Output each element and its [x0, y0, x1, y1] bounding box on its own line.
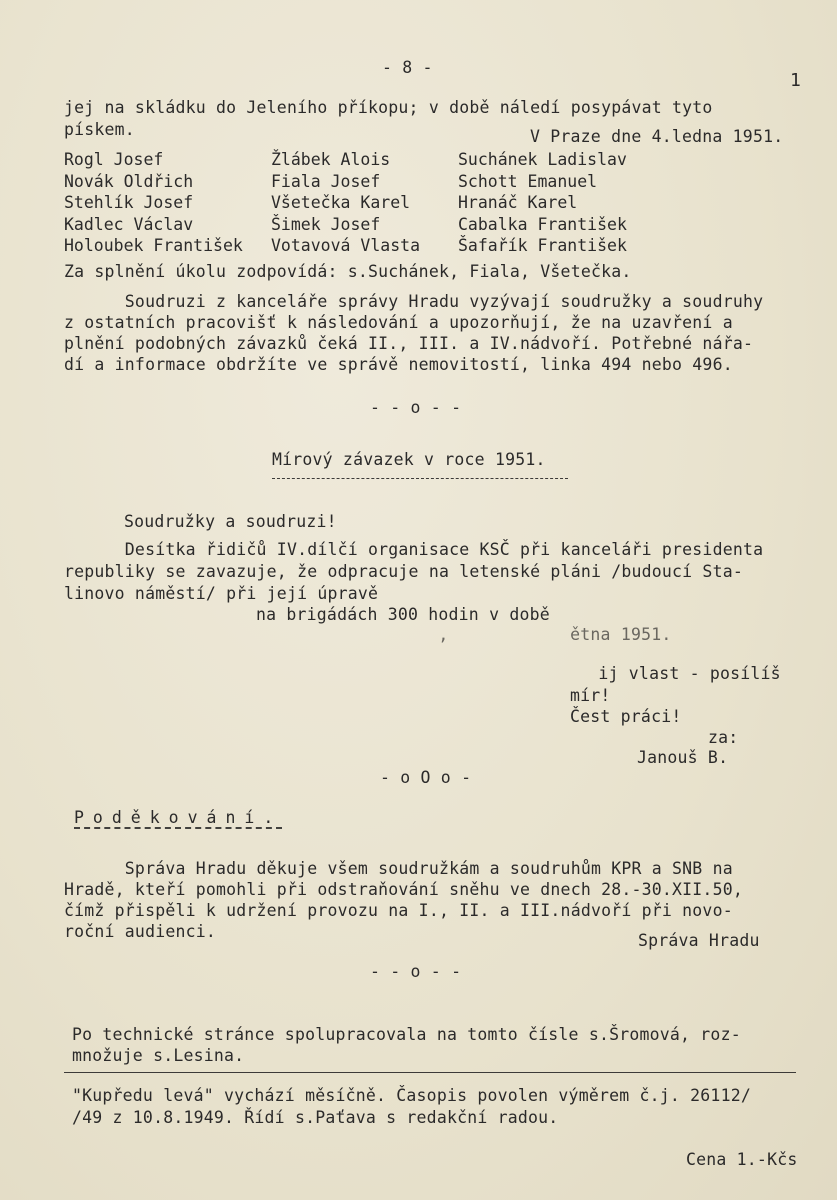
- brigade-names-table: [64, 150, 627, 258]
- name-cell: Suchánek Ladislav: [458, 150, 627, 169]
- responsibility-line: Za splnění úkolu zodpovídá: s.Suchánek, Fiala, Všetečka.: [64, 262, 632, 281]
- signature-janous: Janouš B.: [637, 748, 729, 767]
- appeal-line-1: Soudruzi z kanceláře správy Hradu vyzývají soudružky a soudruhy: [64, 292, 764, 311]
- pledge-line-4: na brigádách 300 hodin v době: [256, 605, 550, 624]
- slogan-line-1: ij vlast - posílíš: [568, 664, 781, 683]
- name-cell: Schott Emanuel: [458, 171, 598, 191]
- slogan-line-2: mír!: [570, 686, 611, 705]
- table-row: [64, 215, 627, 237]
- name-cell: Votavová Vlasta: [271, 236, 421, 255]
- name-cell: Stehlík Josef: [64, 193, 194, 212]
- separator: - - o - -: [370, 962, 462, 981]
- pledge-line-2: republiky se zavazuje, že odpracuje na letenské pláni /budoucí Sta-: [64, 562, 743, 581]
- appeal-line-2: z ostatních pracovišť k následování a upozorňují, že na uzavření a: [64, 313, 733, 332]
- thanks-title: Poděkování.: [74, 808, 283, 827]
- page-number: - 8 -: [382, 58, 433, 77]
- appeal-line-4: dí a informace obdržíte ve správě nemovitostí, linka 494 nebo 496.: [64, 355, 733, 374]
- section-title: Mírový závazek v roce 1951.: [272, 450, 546, 469]
- name-cell: Holoubek František: [64, 236, 243, 255]
- pledge-line-1: Desítka řidičů IV.dílčí organisace KSČ při kanceláři presidenta: [64, 540, 764, 559]
- name-cell: Žlábek Alois: [271, 150, 391, 169]
- title-underline: [272, 478, 568, 479]
- table-row: [64, 193, 627, 215]
- table-row: [64, 150, 627, 172]
- price-label: Cena 1.-Kčs: [686, 1150, 798, 1169]
- name-cell: Fiala Josef: [271, 171, 381, 191]
- slogan-line-4: za:: [708, 728, 739, 747]
- thanks-line-4: roční audienci.: [64, 922, 217, 941]
- slogan-line-3: Čest práci!: [570, 707, 682, 726]
- name-cell: Všetečka Karel: [271, 193, 411, 212]
- thanks-line-1: Správa Hradu děkuje všem soudružkám a soudruhům KPR a SNB na: [64, 859, 733, 878]
- thanks-signature: Správa Hradu: [638, 931, 760, 950]
- name-cell: Kadlec Václav: [64, 214, 194, 234]
- imprint-line-1: "Kupředu levá" vychází měsíčně. Časopis povolen výměrem č.j. 26112/: [72, 1086, 751, 1105]
- corner-mark: 1: [790, 70, 802, 91]
- imprint-line-2: /49 z 10.8.1949. Řídí s.Paťava s redakční radou.: [72, 1108, 559, 1127]
- pledge-line-5: , ětna 1951.: [256, 625, 672, 644]
- table-row: [64, 236, 627, 258]
- name-cell: Šafařík František: [458, 236, 627, 255]
- intro-line-1: jej na skládku do Jeleního příkopu; v době náledí posypávat tyto: [64, 98, 713, 117]
- pledge-line-3: linovo náměstí/ při její úpravě: [64, 584, 379, 603]
- appeal-line-3: plnění podobných závazků čeká II., III. a IV.nádvoří. Potřebné nářa-: [64, 334, 754, 353]
- name-cell: Šimek Josef: [271, 214, 381, 234]
- intro-line-2: pískem.: [64, 120, 135, 139]
- imprint-divider: [64, 1072, 796, 1073]
- thanks-line-2: Hradě, kteří pomohli při odstraňování sněhu ve dnech 28.-30.XII.50,: [64, 880, 743, 899]
- name-cell: Novák Oldřich: [64, 171, 194, 191]
- credits-line-1: Po technické stránce spolupracovala na tomto čísle s.Šromová, roz-: [72, 1025, 741, 1044]
- credits-line-2: množuje s.Lesina.: [72, 1046, 245, 1065]
- name-cell: Rogl Josef: [64, 150, 164, 169]
- name-cell: Cabalka František: [458, 214, 627, 234]
- intro-date: V Praze dne 4.ledna 1951.: [530, 127, 784, 146]
- table-row: [64, 172, 627, 194]
- name-cell: Hranáč Karel: [458, 193, 578, 212]
- separator: - - o - -: [370, 398, 462, 417]
- thanks-line-3: čímž přispěli k udržení provozu na I., II. a III.nádvoří při novo-: [64, 901, 733, 920]
- separator: - o O o -: [380, 768, 472, 787]
- greeting: Soudružky a soudruzi!: [124, 512, 337, 531]
